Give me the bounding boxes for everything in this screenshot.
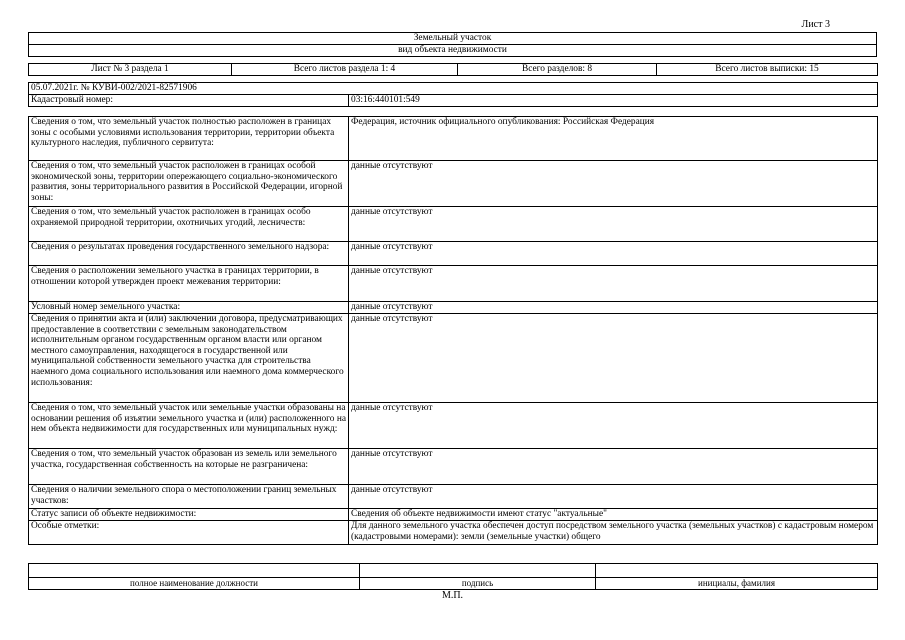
table-row xyxy=(29,266,878,302)
table-row xyxy=(29,314,878,403)
row-label: Условный номер земельного участка: xyxy=(29,302,349,314)
table-row xyxy=(29,207,878,242)
row-value: данные отсутствуют xyxy=(349,314,878,403)
row-value: Для данного земельного участка обеспечен доступ посредством земельного участка (земельных участков) с кадастровым номером (кадастровыми номерами): земли (земельные участки) общего xyxy=(349,521,878,545)
name-field xyxy=(596,564,878,578)
row-value: данные отсутствуют xyxy=(349,403,878,449)
row-value: данные отсутствуют xyxy=(349,302,878,314)
signature-field xyxy=(360,564,596,578)
row-label: Сведения о том, что земельный участок образован из земель или земельного участка, государственная собственность на которые не разграничена: xyxy=(29,449,349,485)
row-label: Сведения о наличии земельного спора о местоположении границ земельных участков: xyxy=(29,485,349,509)
row-value: Федерация, источник официального опубликования: Российская Федерация xyxy=(349,117,878,161)
row-label: Сведения о том, что земельный участок расположен в границах особо охраняемой природной территории, охотничьих угодий, лесничеств: xyxy=(29,207,349,242)
signature-table xyxy=(28,563,878,590)
row-value: данные отсутствуют xyxy=(349,242,878,266)
table-row xyxy=(29,403,878,449)
row-value: данные отсутствуют xyxy=(349,266,878,302)
sheet-info-table xyxy=(28,63,878,76)
row-value: данные отсутствуют xyxy=(349,449,878,485)
row-value: данные отсутствуют xyxy=(349,161,878,207)
table-row xyxy=(29,449,878,485)
row-label: Особые отметки: xyxy=(29,521,349,545)
row-value: данные отсутствуют xyxy=(349,485,878,509)
total-sheets-extract: Всего листов выписки: 15 xyxy=(657,64,878,76)
object-type: Земельный участок xyxy=(29,33,877,45)
table-row xyxy=(29,485,878,509)
table-row xyxy=(29,509,878,521)
name-caption: инициалы, фамилия xyxy=(596,578,878,590)
cadastral-value: 03:16:440101:549 xyxy=(349,95,878,107)
stamp-place: М.П. xyxy=(441,590,464,601)
table-row xyxy=(29,521,878,545)
info-table xyxy=(28,116,878,545)
row-label: Статус записи об объекте недвижимости: xyxy=(29,509,349,521)
row-label: Сведения о принятии акта и (или) заключении договора, предусматривающих предоставление в соответствии с земельным законодательством исполнительным органом государственным органом власти или органом местного самоуправления, находящегося в государственной или муниципальной собственности земельного участка для строительства наемного дома социального использования или наемного дома коммерческого использования: xyxy=(29,314,349,403)
position-caption: полное наименование должности xyxy=(29,578,360,590)
table-row xyxy=(29,302,878,314)
row-label: Сведения о том, что земельный участок расположен в границах особой экономической зоны, территории опережающего социально-экономического развития, зоны территориального развития в Российской Федерации, игорной зоны: xyxy=(29,161,349,207)
row-label: Сведения о расположении земельного участка в границах территории, в отношении которой утвержден проект межевания территории: xyxy=(29,266,349,302)
sheet-in-section: Лист № 3 раздела 1 xyxy=(29,64,232,76)
row-label: Сведения о том, что земельный участок или земельные участки образованы на основании решения об изъятии земельного участка и (или) расположенного на нем объекта недвижимости для государственных или муниципальных нужд: xyxy=(29,403,349,449)
date-number: 05.07.2021г. № КУВИ-002/2021-82571906 xyxy=(29,83,878,95)
position-field xyxy=(29,564,360,578)
table-row xyxy=(29,161,878,207)
signature-caption: подпись xyxy=(360,578,596,590)
total-sheets-section: Всего листов раздела 1: 4 xyxy=(232,64,458,76)
cadastral-label: Кадастровый номер: xyxy=(29,95,349,107)
row-value: данные отсутствуют xyxy=(349,207,878,242)
table-row xyxy=(29,117,878,161)
row-value: Сведения об объекте недвижимости имеют статус "актуальные" xyxy=(349,509,878,521)
object-type-table xyxy=(28,32,877,57)
object-kind-caption: вид объекта недвижимости xyxy=(29,45,877,57)
sheet-number: Лист 3 xyxy=(801,19,830,30)
row-label: Сведения о том, что земельный участок полностью расположен в границах зоны с особыми условиями использования территории, территории объекта культурного наследия, публичного сервитута: xyxy=(29,117,349,161)
document-info-table xyxy=(28,82,878,107)
table-row xyxy=(29,242,878,266)
row-label: Сведения о результатах проведения государственного земельного надзора: xyxy=(29,242,349,266)
total-sections: Всего разделов: 8 xyxy=(458,64,657,76)
